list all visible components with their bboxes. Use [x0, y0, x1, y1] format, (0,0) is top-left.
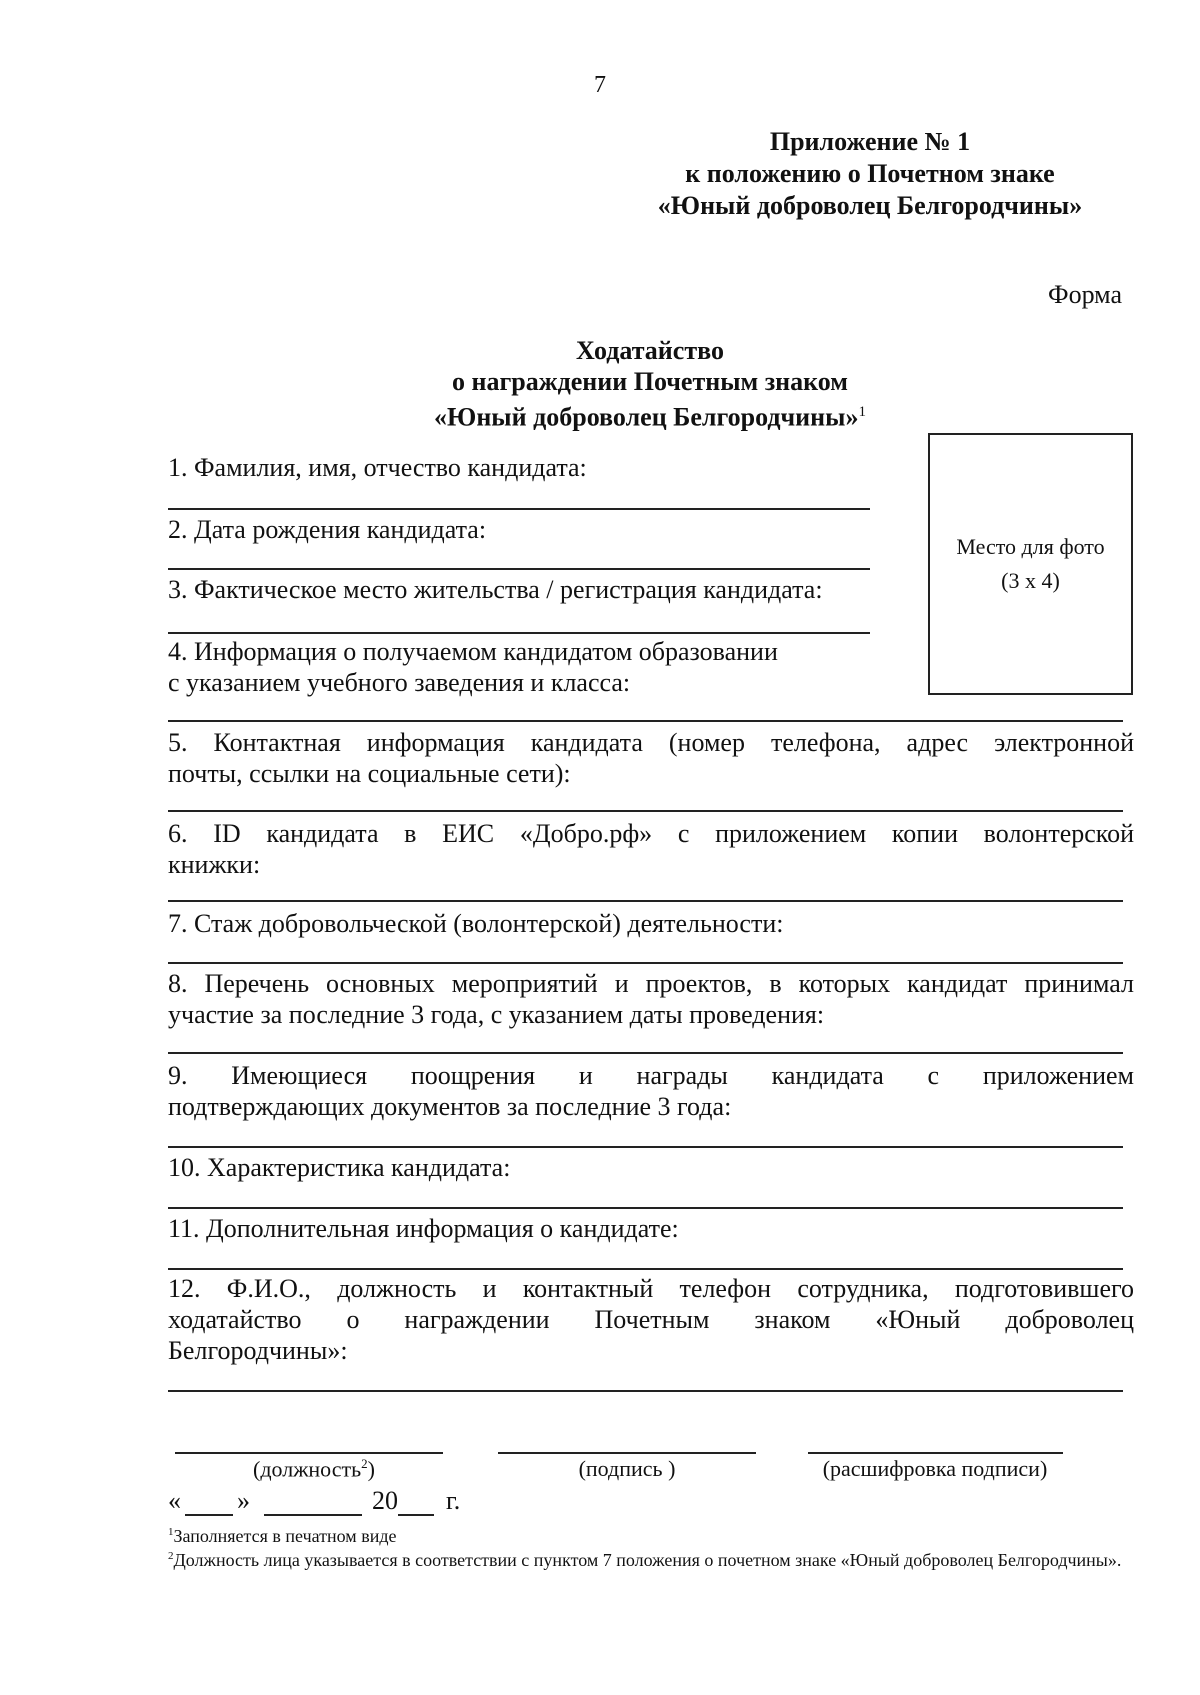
item-5-fill-line[interactable] — [168, 810, 1123, 812]
item-12-line-3: Белгородчины»: — [168, 1336, 348, 1365]
item-2-label: 2. Дата рождения кандидата: — [168, 515, 487, 544]
item-8-line-2: участие за последние 3 года, с указанием даты проведения: — [168, 1000, 825, 1029]
item-12-line-2: ходатайство о награждении Почетным знаком «Юный доброволец — [168, 1305, 1134, 1334]
date-close-quote: » — [237, 1486, 250, 1515]
item-1-fill-line[interactable] — [168, 508, 870, 510]
item-9-label — [168, 1060, 1134, 1122]
title-line-2: о награждении Почетным знаком — [451, 367, 849, 396]
page-number: 7 — [594, 72, 606, 98]
item-7-fill-line[interactable] — [168, 962, 1123, 964]
position-signature-line[interactable] — [175, 1452, 443, 1454]
item-6-label — [168, 818, 1134, 880]
footnote-2 — [168, 1544, 1134, 1572]
item-4-line-1: 4. Информация о получаемом кандидатом образовании — [168, 637, 778, 666]
signature-caption: (подпись ) — [578, 1456, 676, 1481]
item-3-fill-line[interactable] — [168, 632, 870, 634]
appendix-header — [640, 126, 1100, 222]
item-1-label: 1. Фамилия, имя, отчество кандидата: — [168, 453, 587, 482]
photo-placeholder — [928, 433, 1133, 695]
item-4-line-2: с указанием учебного заведения и класса: — [168, 668, 631, 697]
item-6-line-1: 6. ID кандидата в ЕИС «Добро.рф» с приложением копии волонтерской — [168, 819, 1134, 848]
position-footnote-mark: 2 — [361, 1456, 368, 1471]
item-9-fill-line[interactable] — [168, 1146, 1123, 1148]
title-line-1: Ходатайство — [576, 336, 724, 365]
footnote-1-text: Заполняется в печатном виде — [173, 1526, 397, 1546]
day-field[interactable] — [185, 1492, 233, 1516]
item-4-fill-line[interactable] — [168, 720, 1123, 722]
item-8-fill-line[interactable] — [168, 1052, 1123, 1054]
signature-line[interactable] — [498, 1452, 756, 1454]
item-12-label — [168, 1273, 1134, 1366]
appendix-line-2: к положению о Почетном знаке — [685, 159, 1055, 188]
decoding-caption: (расшифровка подписи) — [822, 1456, 1048, 1481]
footnote-1-mark: 1 — [168, 1526, 174, 1538]
position-caption: (должность$^2$) — [253, 1456, 375, 1482]
item-5-label — [168, 727, 1134, 789]
footnote-2-mark: 2 — [168, 1550, 174, 1562]
date-line — [168, 1486, 460, 1516]
appendix-line-3: «Юный доброволец Белгородчины» — [657, 191, 1083, 220]
footnote-2-text: Должность лица указывается в соответствии с пунктом 7 положения о почетном знаке «Юный доброволец Белгородчины». — [173, 1550, 1122, 1570]
year-field[interactable] — [398, 1492, 434, 1516]
item-12-line-1: 12. Ф.И.О., должность и контактный телефон сотрудника, подготовившего — [168, 1274, 1134, 1303]
item-11-fill-line[interactable] — [168, 1268, 1123, 1270]
title-line-3 — [360, 397, 940, 433]
item-5-line-1: 5. Контактная информация кандидата (номер телефона, адрес электронной — [168, 728, 1134, 757]
item-12-fill-line[interactable] — [168, 1390, 1123, 1392]
item-6-fill-line[interactable] — [168, 900, 1123, 902]
item-11-label: 11. Дополнительная информация о кандидате: — [168, 1214, 679, 1243]
item-10-label: 10. Характеристика кандидата: — [168, 1153, 511, 1182]
item-10-fill-line[interactable] — [168, 1207, 1123, 1209]
photo-label: Место для фото — [956, 534, 1105, 559]
date-open-quote: « — [168, 1486, 181, 1515]
year-suffix: г. — [446, 1486, 461, 1515]
appendix-line-1: Приложение № 1 — [769, 127, 971, 156]
item-3-label: 3. Фактическое место жительства / регистрация кандидата: — [168, 575, 823, 604]
photo-size: (3 х 4) — [1001, 568, 1060, 593]
title-line-3-text: «Юный доброволец Белгородчины» — [434, 402, 859, 432]
item-8-line-1: 8. Перечень основных мероприятий и проектов, в которых кандидат принимал — [168, 969, 1134, 998]
item-9-line-1: 9. Имеющиеся поощрения и награды кандидата с приложением — [168, 1061, 1134, 1090]
item-9-line-2: подтверждающих документов за последние 3 года: — [168, 1092, 732, 1121]
item-6-line-2: книжки: — [168, 850, 261, 879]
year-prefix: 20 — [372, 1486, 398, 1515]
form-label: Форма — [1048, 280, 1122, 309]
item-4-label — [168, 636, 878, 698]
title-footnote-mark: 1 — [858, 404, 866, 420]
item-8-label — [168, 968, 1134, 1030]
position-caption-text: (должность — [253, 1456, 362, 1482]
item-2-fill-line[interactable] — [168, 568, 870, 570]
item-5-line-2: почты, ссылки на социальные сети): — [168, 759, 571, 788]
decoding-signature-line[interactable] — [808, 1452, 1063, 1454]
item-7-label: 7. Стаж добровольческой (волонтерской) деятельности: — [168, 909, 784, 938]
document-title — [360, 335, 940, 433]
month-field[interactable] — [264, 1492, 362, 1516]
